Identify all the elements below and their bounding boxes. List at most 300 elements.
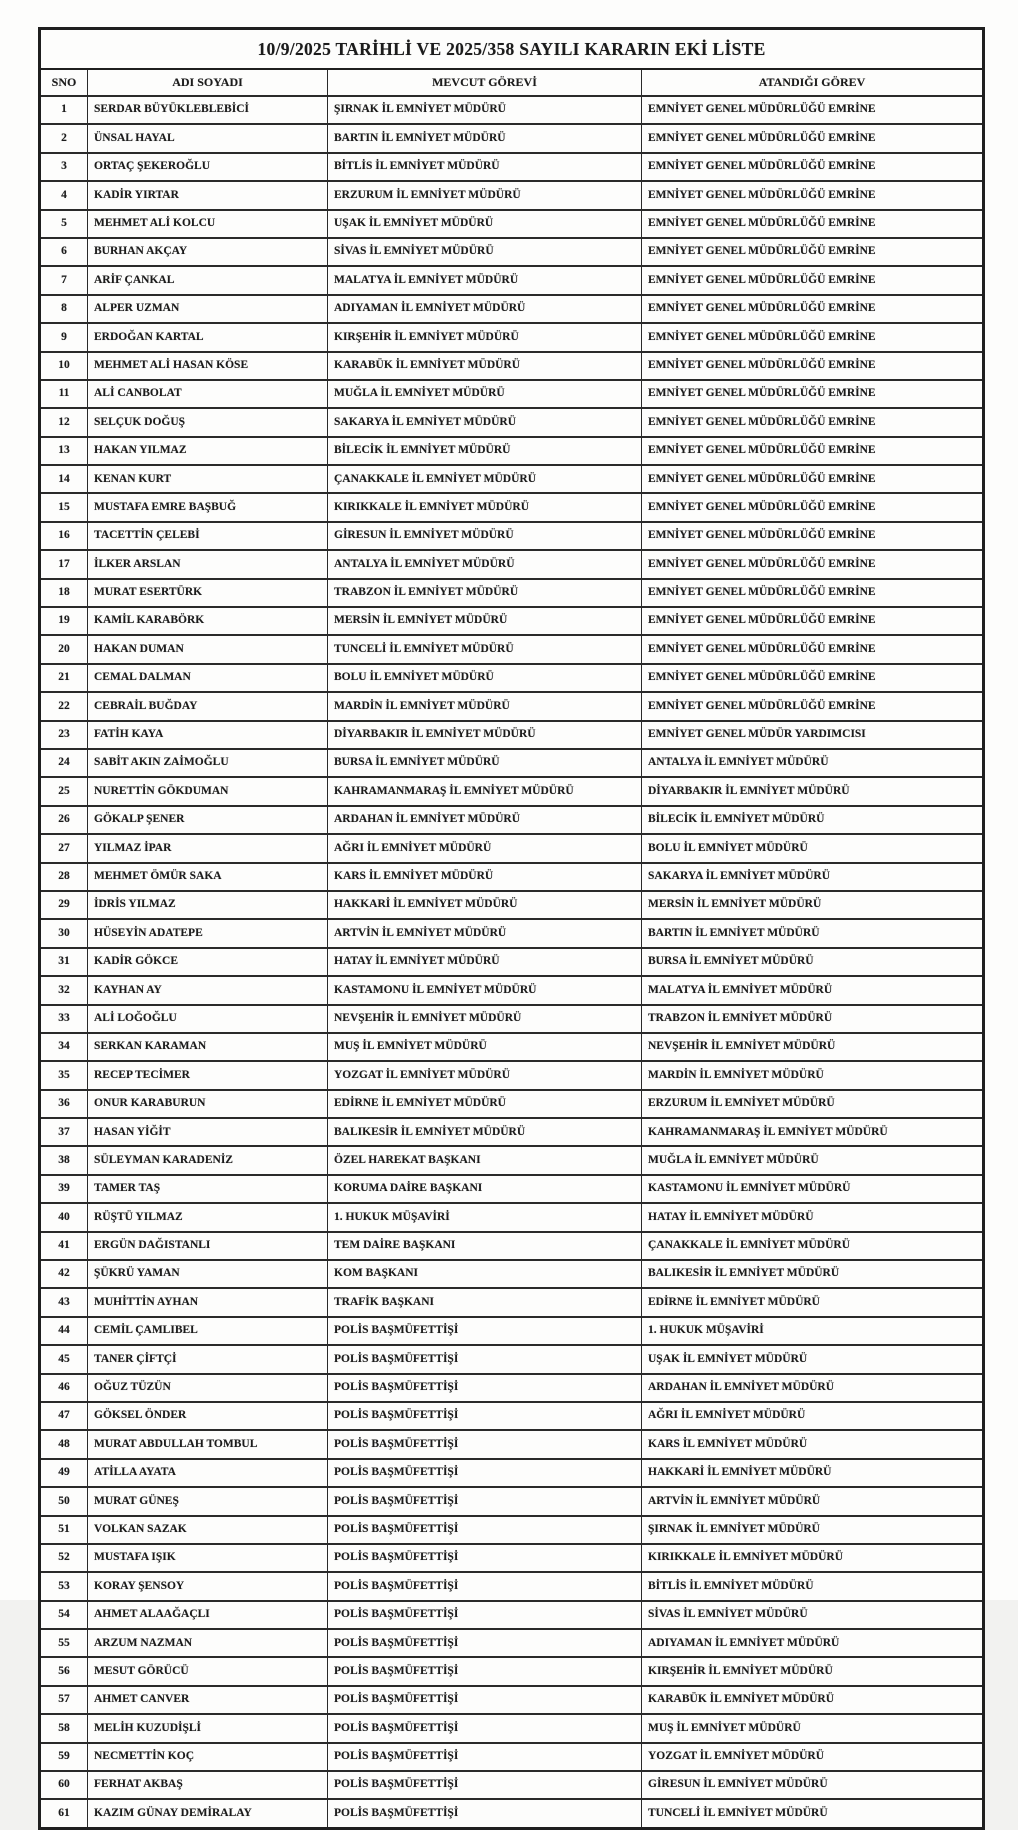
name-cell: NECMETTİN KOÇ — [88, 1743, 328, 1771]
sno-cell: 21 — [40, 664, 88, 692]
table-row — [40, 1402, 984, 1430]
name-cell: VOLKAN SAZAK — [88, 1516, 328, 1544]
current-role-cell: TUNCELİ İL EMNİYET MÜDÜRÜ — [328, 635, 642, 663]
current-role-cell: POLİS BAŞMÜFETTİŞİ — [328, 1402, 642, 1430]
table-row — [40, 919, 984, 947]
name-cell: HAKAN YILMAZ — [88, 437, 328, 465]
table-row — [40, 1232, 984, 1260]
name-cell: ALİ LOĞOĞLU — [88, 1005, 328, 1033]
current-role-cell: POLİS BAŞMÜFETTİŞİ — [328, 1516, 642, 1544]
current-role-cell: BOLU İL EMNİYET MÜDÜRÜ — [328, 664, 642, 692]
assigned-role-cell: ÇANAKKALE İL EMNİYET MÜDÜRÜ — [642, 1232, 984, 1260]
current-role-cell: ARTVİN İL EMNİYET MÜDÜRÜ — [328, 919, 642, 947]
name-cell: ARİF ÇANKAL — [88, 266, 328, 294]
name-cell: KADİR GÖKCE — [88, 948, 328, 976]
current-role-cell: POLİS BAŞMÜFETTİŞİ — [328, 1430, 642, 1458]
sno-cell: 59 — [40, 1743, 88, 1771]
sno-cell: 34 — [40, 1033, 88, 1061]
sno-cell: 44 — [40, 1317, 88, 1345]
table-row — [40, 891, 984, 919]
current-role-cell: BALIKESİR İL EMNİYET MÜDÜRÜ — [328, 1118, 642, 1146]
table-row — [40, 1572, 984, 1600]
sno-cell: 61 — [40, 1799, 88, 1828]
current-role-cell: BİLECİK İL EMNİYET MÜDÜRÜ — [328, 437, 642, 465]
current-role-cell: KIRŞEHİR İL EMNİYET MÜDÜRÜ — [328, 323, 642, 351]
column-header-name: ADI SOYADI — [88, 69, 328, 96]
sno-cell: 6 — [40, 238, 88, 266]
table-row — [40, 181, 984, 209]
sno-cell: 5 — [40, 210, 88, 238]
table-row — [40, 96, 984, 124]
name-cell: MURAT ESERTÜRK — [88, 579, 328, 607]
table-row — [40, 1601, 984, 1629]
sno-cell: 8 — [40, 295, 88, 323]
name-cell: NURETTİN GÖKDUMAN — [88, 777, 328, 805]
assigned-role-cell: EMNİYET GENEL MÜDÜRLÜĞÜ EMRİNE — [642, 96, 984, 124]
table-row — [40, 550, 984, 578]
sno-cell: 53 — [40, 1572, 88, 1600]
current-role-cell: ERZURUM İL EMNİYET MÜDÜRÜ — [328, 181, 642, 209]
sno-cell: 9 — [40, 323, 88, 351]
current-role-cell: ŞIRNAK İL EMNİYET MÜDÜRÜ — [328, 96, 642, 124]
table-row — [40, 1629, 984, 1657]
table-row — [40, 1345, 984, 1373]
sno-cell: 45 — [40, 1345, 88, 1373]
assigned-role-cell: ŞIRNAK İL EMNİYET MÜDÜRÜ — [642, 1516, 984, 1544]
current-role-cell: KARABÜK İL EMNİYET MÜDÜRÜ — [328, 352, 642, 380]
name-cell: HASAN YİĞİT — [88, 1118, 328, 1146]
table-row — [40, 522, 984, 550]
current-role-cell: ÖZEL HAREKAT BAŞKANI — [328, 1146, 642, 1174]
assigned-role-cell: EMNİYET GENEL MÜDÜRLÜĞÜ EMRİNE — [642, 522, 984, 550]
current-role-cell: SAKARYA İL EMNİYET MÜDÜRÜ — [328, 408, 642, 436]
sno-cell: 22 — [40, 692, 88, 720]
sno-cell: 32 — [40, 976, 88, 1004]
assigned-role-cell: KIRIKKALE İL EMNİYET MÜDÜRÜ — [642, 1544, 984, 1572]
current-role-cell: POLİS BAŞMÜFETTİŞİ — [328, 1799, 642, 1828]
sno-cell: 27 — [40, 834, 88, 862]
sno-cell: 13 — [40, 437, 88, 465]
table-row — [40, 1516, 984, 1544]
current-role-cell: AĞRI İL EMNİYET MÜDÜRÜ — [328, 834, 642, 862]
table-row — [40, 1544, 984, 1572]
assigned-role-cell: ARTVİN İL EMNİYET MÜDÜRÜ — [642, 1487, 984, 1515]
name-cell: ALİ CANBOLAT — [88, 380, 328, 408]
sno-cell: 19 — [40, 607, 88, 635]
table-row — [40, 437, 984, 465]
table-row — [40, 1374, 984, 1402]
assigned-role-cell: KASTAMONU İL EMNİYET MÜDÜRÜ — [642, 1175, 984, 1203]
assigned-role-cell: UŞAK İL EMNİYET MÜDÜRÜ — [642, 1345, 984, 1373]
name-cell: MEHMET ÖMÜR SAKA — [88, 863, 328, 891]
assigned-role-cell: BOLU İL EMNİYET MÜDÜRÜ — [642, 834, 984, 862]
name-cell: MESUT GÖRÜCÜ — [88, 1657, 328, 1685]
assigned-role-cell: BALIKESİR İL EMNİYET MÜDÜRÜ — [642, 1260, 984, 1288]
sno-cell: 58 — [40, 1714, 88, 1742]
name-cell: İDRİS YILMAZ — [88, 891, 328, 919]
table-row — [40, 238, 984, 266]
assigned-role-cell: KAHRAMANMARAŞ İL EMNİYET MÜDÜRÜ — [642, 1118, 984, 1146]
current-role-cell: POLİS BAŞMÜFETTİŞİ — [328, 1544, 642, 1572]
table-row — [40, 1657, 984, 1685]
name-cell: ONUR KARABURUN — [88, 1090, 328, 1118]
name-cell: GÖKSEL ÖNDER — [88, 1402, 328, 1430]
assigned-role-cell: MUŞ İL EMNİYET MÜDÜRÜ — [642, 1714, 984, 1742]
current-role-cell: POLİS BAŞMÜFETTİŞİ — [328, 1743, 642, 1771]
sno-cell: 31 — [40, 948, 88, 976]
sno-cell: 46 — [40, 1374, 88, 1402]
sno-cell: 25 — [40, 777, 88, 805]
current-role-cell: TRAFİK BAŞKANI — [328, 1288, 642, 1316]
name-cell: CEBRAİL BUĞDAY — [88, 692, 328, 720]
name-cell: YILMAZ İPAR — [88, 834, 328, 862]
sno-cell: 49 — [40, 1459, 88, 1487]
sno-cell: 42 — [40, 1260, 88, 1288]
table-row — [40, 1203, 984, 1231]
sno-cell: 43 — [40, 1288, 88, 1316]
sno-cell: 56 — [40, 1657, 88, 1685]
assigned-role-cell: 1. HUKUK MÜŞAVİRİ — [642, 1317, 984, 1345]
column-header-sno: SNO — [40, 69, 88, 96]
name-cell: TACETTİN ÇELEBİ — [88, 522, 328, 550]
sno-cell: 24 — [40, 749, 88, 777]
current-role-cell: EDİRNE İL EMNİYET MÜDÜRÜ — [328, 1090, 642, 1118]
assigned-role-cell: TUNCELİ İL EMNİYET MÜDÜRÜ — [642, 1799, 984, 1828]
current-role-cell: KAHRAMANMARAŞ İL EMNİYET MÜDÜRÜ — [328, 777, 642, 805]
sno-cell: 52 — [40, 1544, 88, 1572]
table-row — [40, 493, 984, 521]
name-cell: ERDOĞAN KARTAL — [88, 323, 328, 351]
name-cell: ORTAÇ ŞEKEROĞLU — [88, 153, 328, 181]
sno-cell: 14 — [40, 465, 88, 493]
current-role-cell: HAKKARİ İL EMNİYET MÜDÜRÜ — [328, 891, 642, 919]
assigned-role-cell: EMNİYET GENEL MÜDÜRLÜĞÜ EMRİNE — [642, 465, 984, 493]
table-row — [40, 1033, 984, 1061]
table-row — [40, 1771, 984, 1799]
name-cell: HÜSEYİN ADATEPE — [88, 919, 328, 947]
name-cell: HAKAN DUMAN — [88, 635, 328, 663]
assigned-role-cell: EMNİYET GENEL MÜDÜRLÜĞÜ EMRİNE — [642, 266, 984, 294]
current-role-cell: MALATYA İL EMNİYET MÜDÜRÜ — [328, 266, 642, 294]
current-role-cell: POLİS BAŞMÜFETTİŞİ — [328, 1459, 642, 1487]
current-role-cell: POLİS BAŞMÜFETTİŞİ — [328, 1714, 642, 1742]
column-header-current: MEVCUT GÖREVİ — [328, 69, 642, 96]
sno-cell: 41 — [40, 1232, 88, 1260]
current-role-cell: KIRIKKALE İL EMNİYET MÜDÜRÜ — [328, 493, 642, 521]
sno-cell: 37 — [40, 1118, 88, 1146]
table-row — [40, 124, 984, 152]
sno-cell: 20 — [40, 635, 88, 663]
assigned-role-cell: MUĞLA İL EMNİYET MÜDÜRÜ — [642, 1146, 984, 1174]
name-cell: MUSTAFA IŞIK — [88, 1544, 328, 1572]
sno-cell: 2 — [40, 124, 88, 152]
name-cell: ATİLLA AYATA — [88, 1459, 328, 1487]
table-row — [40, 1118, 984, 1146]
sno-cell: 33 — [40, 1005, 88, 1033]
assigned-role-cell: NEVŞEHİR İL EMNİYET MÜDÜRÜ — [642, 1033, 984, 1061]
table-row — [40, 1061, 984, 1089]
assigned-role-cell: EDİRNE İL EMNİYET MÜDÜRÜ — [642, 1288, 984, 1316]
sno-cell: 55 — [40, 1629, 88, 1657]
current-role-cell: BARTIN İL EMNİYET MÜDÜRÜ — [328, 124, 642, 152]
current-role-cell: MERSİN İL EMNİYET MÜDÜRÜ — [328, 607, 642, 635]
name-cell: KAYHAN AY — [88, 976, 328, 1004]
assigned-role-cell: HAKKARİ İL EMNİYET MÜDÜRÜ — [642, 1459, 984, 1487]
sno-cell: 15 — [40, 493, 88, 521]
name-cell: KENAN KURT — [88, 465, 328, 493]
appointment-list-table — [38, 27, 985, 1830]
current-role-cell: DİYARBAKIR İL EMNİYET MÜDÜRÜ — [328, 721, 642, 749]
assigned-role-cell: EMNİYET GENEL MÜDÜRLÜĞÜ EMRİNE — [642, 493, 984, 521]
name-cell: FERHAT AKBAŞ — [88, 1771, 328, 1799]
current-role-cell: POLİS BAŞMÜFETTİŞİ — [328, 1317, 642, 1345]
current-role-cell: KOM BAŞKANI — [328, 1260, 642, 1288]
sno-cell: 16 — [40, 522, 88, 550]
table-row — [40, 749, 984, 777]
table-row — [40, 1487, 984, 1515]
table-row — [40, 352, 984, 380]
sno-cell: 36 — [40, 1090, 88, 1118]
sno-cell: 51 — [40, 1516, 88, 1544]
name-cell: SÜLEYMAN KARADENİZ — [88, 1146, 328, 1174]
name-cell: AHMET ALAAĞAÇLI — [88, 1601, 328, 1629]
table-row — [40, 834, 984, 862]
assigned-role-cell: EMNİYET GENEL MÜDÜRLÜĞÜ EMRİNE — [642, 153, 984, 181]
table-row — [40, 664, 984, 692]
table-row — [40, 1260, 984, 1288]
table-row — [40, 380, 984, 408]
assigned-role-cell: ERZURUM İL EMNİYET MÜDÜRÜ — [642, 1090, 984, 1118]
table-row — [40, 210, 984, 238]
sno-cell: 35 — [40, 1061, 88, 1089]
sno-cell: 17 — [40, 550, 88, 578]
current-role-cell: BURSA İL EMNİYET MÜDÜRÜ — [328, 749, 642, 777]
assigned-role-cell: EMNİYET GENEL MÜDÜRLÜĞÜ EMRİNE — [642, 380, 984, 408]
current-role-cell: MUĞLA İL EMNİYET MÜDÜRÜ — [328, 380, 642, 408]
current-role-cell: YOZGAT İL EMNİYET MÜDÜRÜ — [328, 1061, 642, 1089]
assigned-role-cell: GİRESUN İL EMNİYET MÜDÜRÜ — [642, 1771, 984, 1799]
assigned-role-cell: EMNİYET GENEL MÜDÜRLÜĞÜ EMRİNE — [642, 238, 984, 266]
name-cell: AHMET CANVER — [88, 1686, 328, 1714]
current-role-cell: MUŞ İL EMNİYET MÜDÜRÜ — [328, 1033, 642, 1061]
table-row — [40, 1686, 984, 1714]
current-role-cell: KARS İL EMNİYET MÜDÜRÜ — [328, 863, 642, 891]
current-role-cell: ARDAHAN İL EMNİYET MÜDÜRÜ — [328, 806, 642, 834]
assigned-role-cell: TRABZON İL EMNİYET MÜDÜRÜ — [642, 1005, 984, 1033]
sno-cell: 28 — [40, 863, 88, 891]
sno-cell: 11 — [40, 380, 88, 408]
name-cell: ARZUM NAZMAN — [88, 1629, 328, 1657]
table-row — [40, 1090, 984, 1118]
assigned-role-cell: KIRŞEHİR İL EMNİYET MÜDÜRÜ — [642, 1657, 984, 1685]
name-cell: KAZIM GÜNAY DEMİRALAY — [88, 1799, 328, 1828]
name-cell: İLKER ARSLAN — [88, 550, 328, 578]
current-role-cell: POLİS BAŞMÜFETTİŞİ — [328, 1657, 642, 1685]
assigned-role-cell: EMNİYET GENEL MÜDÜRLÜĞÜ EMRİNE — [642, 692, 984, 720]
sno-cell: 10 — [40, 352, 88, 380]
assigned-role-cell: EMNİYET GENEL MÜDÜRLÜĞÜ EMRİNE — [642, 550, 984, 578]
name-cell: SELÇUK DOĞUŞ — [88, 408, 328, 436]
sno-cell: 54 — [40, 1601, 88, 1629]
current-role-cell: ADIYAMAN İL EMNİYET MÜDÜRÜ — [328, 295, 642, 323]
table-row — [40, 1005, 984, 1033]
table-row — [40, 295, 984, 323]
assigned-role-cell: BİTLİS İL EMNİYET MÜDÜRÜ — [642, 1572, 984, 1600]
name-cell: MELİH KUZUDİŞLİ — [88, 1714, 328, 1742]
name-cell: MEHMET ALİ HASAN KÖSE — [88, 352, 328, 380]
assigned-role-cell: BURSA İL EMNİYET MÜDÜRÜ — [642, 948, 984, 976]
current-role-cell: POLİS BAŞMÜFETTİŞİ — [328, 1601, 642, 1629]
name-cell: CEMİL ÇAMLIBEL — [88, 1317, 328, 1345]
table-row — [40, 948, 984, 976]
assigned-role-cell: ANTALYA İL EMNİYET MÜDÜRÜ — [642, 749, 984, 777]
current-role-cell: NEVŞEHİR İL EMNİYET MÜDÜRÜ — [328, 1005, 642, 1033]
name-cell: ÜNSAL HAYAL — [88, 124, 328, 152]
current-role-cell: TRABZON İL EMNİYET MÜDÜRÜ — [328, 579, 642, 607]
assigned-role-cell: KARABÜK İL EMNİYET MÜDÜRÜ — [642, 1686, 984, 1714]
sno-cell: 30 — [40, 919, 88, 947]
current-role-cell: MARDİN İL EMNİYET MÜDÜRÜ — [328, 692, 642, 720]
assigned-role-cell: KARS İL EMNİYET MÜDÜRÜ — [642, 1430, 984, 1458]
name-cell: GÖKALP ŞENER — [88, 806, 328, 834]
column-header-row — [40, 69, 984, 96]
sno-cell: 40 — [40, 1203, 88, 1231]
name-cell: TANER ÇİFTÇİ — [88, 1345, 328, 1373]
sno-cell: 50 — [40, 1487, 88, 1515]
current-role-cell: BİTLİS İL EMNİYET MÜDÜRÜ — [328, 153, 642, 181]
name-cell: TAMER TAŞ — [88, 1175, 328, 1203]
sno-cell: 38 — [40, 1146, 88, 1174]
table-row — [40, 323, 984, 351]
sno-cell: 7 — [40, 266, 88, 294]
name-cell: MUHİTTİN AYHAN — [88, 1288, 328, 1316]
assigned-role-cell: EMNİYET GENEL MÜDÜRLÜĞÜ EMRİNE — [642, 295, 984, 323]
assigned-role-cell: EMNİYET GENEL MÜDÜRLÜĞÜ EMRİNE — [642, 437, 984, 465]
sno-cell: 1 — [40, 96, 88, 124]
current-role-cell: TEM DAİRE BAŞKANI — [328, 1232, 642, 1260]
table-row — [40, 1288, 984, 1316]
table-row — [40, 1317, 984, 1345]
current-role-cell: UŞAK İL EMNİYET MÜDÜRÜ — [328, 210, 642, 238]
current-role-cell: GİRESUN İL EMNİYET MÜDÜRÜ — [328, 522, 642, 550]
table-row — [40, 1146, 984, 1174]
assigned-role-cell: SAKARYA İL EMNİYET MÜDÜRÜ — [642, 863, 984, 891]
current-role-cell: 1. HUKUK MÜŞAVİRİ — [328, 1203, 642, 1231]
name-cell: SABİT AKIN ZAİMOĞLU — [88, 749, 328, 777]
table-row — [40, 266, 984, 294]
current-role-cell: KORUMA DAİRE BAŞKANI — [328, 1175, 642, 1203]
current-role-cell: POLİS BAŞMÜFETTİŞİ — [328, 1686, 642, 1714]
assigned-role-cell: EMNİYET GENEL MÜDÜRLÜĞÜ EMRİNE — [642, 664, 984, 692]
name-cell: MURAT GÜNEŞ — [88, 1487, 328, 1515]
table-row — [40, 153, 984, 181]
table-row — [40, 1430, 984, 1458]
table-row — [40, 1799, 984, 1828]
name-cell: MURAT ABDULLAH TOMBUL — [88, 1430, 328, 1458]
assigned-role-cell: BİLECİK İL EMNİYET MÜDÜRÜ — [642, 806, 984, 834]
assigned-role-cell: EMNİYET GENEL MÜDÜR YARDIMCISI — [642, 721, 984, 749]
name-cell: MUSTAFA EMRE BAŞBUĞ — [88, 493, 328, 521]
assigned-role-cell: DİYARBAKIR İL EMNİYET MÜDÜRÜ — [642, 777, 984, 805]
current-role-cell: KASTAMONU İL EMNİYET MÜDÜRÜ — [328, 976, 642, 1004]
sno-cell: 47 — [40, 1402, 88, 1430]
assigned-role-cell: EMNİYET GENEL MÜDÜRLÜĞÜ EMRİNE — [642, 607, 984, 635]
table-row — [40, 777, 984, 805]
name-cell: CEMAL DALMAN — [88, 664, 328, 692]
sno-cell: 4 — [40, 181, 88, 209]
name-cell: OĞUZ TÜZÜN — [88, 1374, 328, 1402]
assigned-role-cell: EMNİYET GENEL MÜDÜRLÜĞÜ EMRİNE — [642, 579, 984, 607]
table-row — [40, 465, 984, 493]
table-row — [40, 1459, 984, 1487]
column-header-assigned: ATANDIĞI GÖREV — [642, 69, 984, 96]
name-cell: KADİR YIRTAR — [88, 181, 328, 209]
table-row — [40, 579, 984, 607]
current-role-cell: POLİS BAŞMÜFETTİŞİ — [328, 1771, 642, 1799]
table-row — [40, 635, 984, 663]
assigned-role-cell: SİVAS İL EMNİYET MÜDÜRÜ — [642, 1601, 984, 1629]
table-row — [40, 863, 984, 891]
assigned-role-cell: EMNİYET GENEL MÜDÜRLÜĞÜ EMRİNE — [642, 408, 984, 436]
assigned-role-cell: EMNİYET GENEL MÜDÜRLÜĞÜ EMRİNE — [642, 124, 984, 152]
assigned-role-cell: EMNİYET GENEL MÜDÜRLÜĞÜ EMRİNE — [642, 210, 984, 238]
current-role-cell: HATAY İL EMNİYET MÜDÜRÜ — [328, 948, 642, 976]
current-role-cell: SİVAS İL EMNİYET MÜDÜRÜ — [328, 238, 642, 266]
assigned-role-cell: HATAY İL EMNİYET MÜDÜRÜ — [642, 1203, 984, 1231]
current-role-cell: POLİS BAŞMÜFETTİŞİ — [328, 1374, 642, 1402]
name-cell: ŞÜKRÜ YAMAN — [88, 1260, 328, 1288]
assigned-role-cell: ARDAHAN İL EMNİYET MÜDÜRÜ — [642, 1374, 984, 1402]
current-role-cell: POLİS BAŞMÜFETTİŞİ — [328, 1487, 642, 1515]
name-cell: RECEP TECİMER — [88, 1061, 328, 1089]
sno-cell: 39 — [40, 1175, 88, 1203]
assigned-role-cell: EMNİYET GENEL MÜDÜRLÜĞÜ EMRİNE — [642, 323, 984, 351]
assigned-role-cell: MERSİN İL EMNİYET MÜDÜRÜ — [642, 891, 984, 919]
table-row — [40, 806, 984, 834]
table-row — [40, 408, 984, 436]
table-row — [40, 692, 984, 720]
sno-cell: 48 — [40, 1430, 88, 1458]
document-title: 10/9/2025 TARİHLİ VE 2025/358 SAYILI KARARIN EKİ LİSTE — [40, 29, 984, 70]
sno-cell: 18 — [40, 579, 88, 607]
assigned-role-cell: MALATYA İL EMNİYET MÜDÜRÜ — [642, 976, 984, 1004]
name-cell: RÜŞTÜ YILMAZ — [88, 1203, 328, 1231]
table-row — [40, 976, 984, 1004]
name-cell: BURHAN AKÇAY — [88, 238, 328, 266]
assigned-role-cell: AĞRI İL EMNİYET MÜDÜRÜ — [642, 1402, 984, 1430]
current-role-cell: ÇANAKKALE İL EMNİYET MÜDÜRÜ — [328, 465, 642, 493]
table-row — [40, 1714, 984, 1742]
name-cell: KAMİL KARABÖRK — [88, 607, 328, 635]
assigned-role-cell: EMNİYET GENEL MÜDÜRLÜĞÜ EMRİNE — [642, 352, 984, 380]
assigned-role-cell: MARDİN İL EMNİYET MÜDÜRÜ — [642, 1061, 984, 1089]
sno-cell: 23 — [40, 721, 88, 749]
title-row — [40, 29, 984, 70]
assigned-role-cell: EMNİYET GENEL MÜDÜRLÜĞÜ EMRİNE — [642, 635, 984, 663]
assigned-role-cell: EMNİYET GENEL MÜDÜRLÜĞÜ EMRİNE — [642, 181, 984, 209]
table-row — [40, 1743, 984, 1771]
name-cell: SERKAN KARAMAN — [88, 1033, 328, 1061]
sno-cell: 26 — [40, 806, 88, 834]
name-cell: ALPER UZMAN — [88, 295, 328, 323]
sno-cell: 3 — [40, 153, 88, 181]
current-role-cell: POLİS BAŞMÜFETTİŞİ — [328, 1345, 642, 1373]
current-role-cell: POLİS BAŞMÜFETTİŞİ — [328, 1572, 642, 1600]
assigned-role-cell: BARTIN İL EMNİYET MÜDÜRÜ — [642, 919, 984, 947]
sno-cell: 60 — [40, 1771, 88, 1799]
sno-cell: 12 — [40, 408, 88, 436]
name-cell: FATİH KAYA — [88, 721, 328, 749]
